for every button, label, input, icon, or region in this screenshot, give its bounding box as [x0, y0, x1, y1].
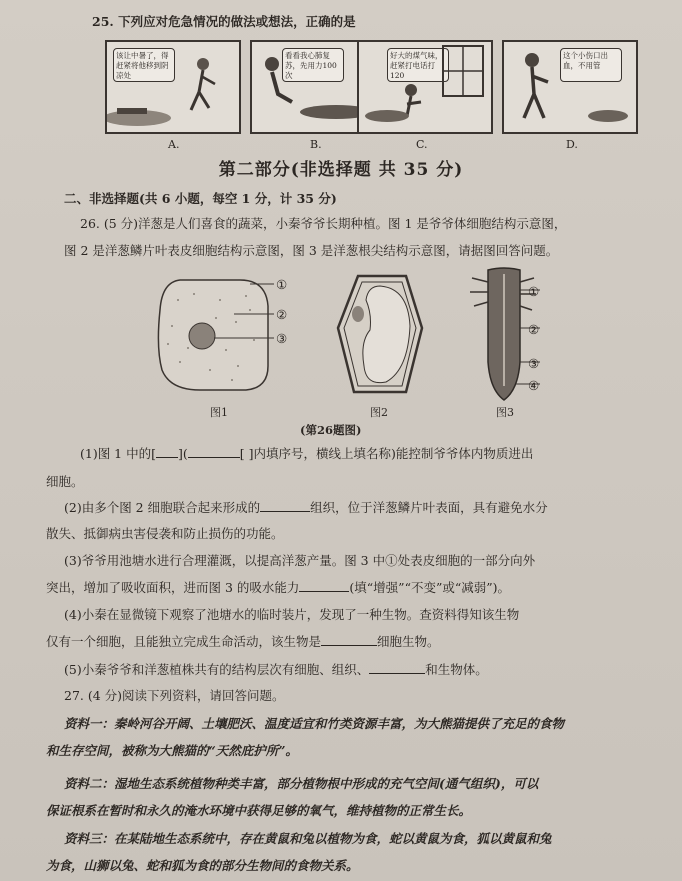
q26-part1-line2: 细胞。: [46, 474, 84, 489]
option-label: D.: [566, 138, 578, 151]
q26-p1-text-a: (1)图 1 中的[: [80, 446, 156, 461]
answer-blank[interactable]: [188, 457, 240, 458]
fig1-marker-3: ③: [276, 331, 288, 346]
q27-stem: 27. (4 分)阅读下列资料，请回答问题。: [64, 688, 285, 703]
q26-p4-text-b: 仅有一个细胞，且能独立完成生命活动，该生物是: [46, 634, 322, 649]
q26-p5-text-b: 和生物体。: [425, 662, 488, 677]
speech-bubble: 看看我心肺复苏，先用力100次: [282, 48, 344, 82]
fig1-marker-2: ②: [276, 307, 288, 322]
q27-material-2-line1: 资料二：湿地生态系统植物种类丰富，部分植物根中形成的充气空间(通气组织)，可以: [64, 776, 539, 791]
fig2-caption: 图2: [370, 406, 388, 419]
q26-part2-line1: [64, 500, 548, 516]
fig3-marker-3: ③: [528, 356, 540, 371]
q27-material-3-line1: 资料三：在某陆地生态系统中，存在黄鼠和兔以植物为食，蛇以黄鼠为食，狐以黄鼠和兔: [64, 831, 552, 846]
q25-option-c-panel: [357, 40, 493, 134]
fig3-marker-4: ④: [528, 378, 540, 393]
q26-part1-line1: [80, 446, 533, 462]
q26-p1-text-c: [ ]内填序号，横线上填名称)能控制爷爷体内物质进出: [239, 446, 534, 461]
q25-stem: 25. 下列应对危急情况的做法或想法，正确的是: [92, 14, 356, 29]
q27-material-1-line2: 和生存空间，被称为大熊猫的“天然庇护所”。: [46, 743, 298, 758]
q26-p3-text-b: 突出，增加了吸收面积，进而图 3 的吸水能力: [46, 580, 300, 595]
option-label: A.: [168, 138, 180, 151]
q26-intro-line1: 26. (5 分)洋葱是人们喜食的蔬菜，小秦爷爷长期种植。图 1 是爷爷体细胞结构示意图，: [80, 216, 567, 231]
answer-blank[interactable]: [299, 591, 349, 592]
q26-p4-text-c: 细胞生物。: [377, 634, 440, 649]
answer-blank[interactable]: [321, 645, 377, 646]
speech-bubble: 好大的煤气味，赶紧打电话打120: [387, 48, 449, 82]
bleeding-illustration: [504, 42, 632, 128]
q27-material-3-line2: 为食，山狮以兔、蛇和狐为食的部分生物间的食物关系。: [46, 858, 359, 873]
q26-part3-line2: [46, 580, 510, 596]
q26-p2-text-b: 组织，位于洋葱鳞片叶表面，具有避免水分: [310, 500, 548, 515]
gas-leak-illustration: [359, 42, 487, 128]
q26-intro-line2: 图 2 是洋葱鳞片叶表皮细胞结构示意图，图 3 是洋葱根尖结构示意图，请据图回答问题。: [64, 243, 559, 258]
q26-p2-text-a: (2)由多个图 2 细胞联合起来形成的: [64, 500, 261, 515]
q26-part5: [64, 662, 488, 678]
q25-option-a-panel: [105, 40, 241, 134]
figure-caption: (第26题图): [300, 423, 362, 437]
q26-part3-line1: (3)爷爷用池塘水进行合理灌溉，以提高洋葱产量。图 3 中①处表皮细胞的一部分向外: [64, 553, 536, 568]
figure-2-plant-cell: [330, 270, 430, 402]
answer-blank[interactable]: [260, 511, 310, 512]
fig1-marker-1: ①: [276, 277, 288, 292]
q26-part2-line2: 散失、抵御病虫害侵袭和防止损伤的功能。: [46, 526, 284, 541]
fig3-caption: 图3: [496, 406, 514, 419]
person-running-illustration: [107, 42, 235, 128]
fig1-caption: 图1: [210, 406, 228, 419]
speech-bubble: 该让中暑了，得赶紧将他移到阴凉处: [113, 48, 175, 82]
option-label: B.: [310, 138, 322, 151]
q25-option-d-panel: [502, 40, 638, 134]
q26-p5-text-a: (5)小秦爷爷和洋葱植株共有的结构层次有细胞、组织、: [64, 662, 370, 677]
q26-part4-line1: (4)小秦在显微镜下观察了池塘水的临时装片，发现了一种生物。查资料得知该生物: [64, 607, 520, 622]
q26-p1-text-b: ](: [177, 446, 188, 461]
fig3-marker-1: ①: [528, 284, 540, 299]
option-label: C.: [416, 138, 428, 151]
section-title: 第二部分(非选择题 共 35 分): [218, 160, 464, 180]
answer-blank[interactable]: [369, 673, 425, 674]
q26-part4-line2: [46, 634, 440, 650]
q26-p3-text-c: (填“增强”“不变”或“减弱”)。: [349, 580, 511, 595]
speech-bubble: 这个小伤口出血，不用管: [560, 48, 622, 82]
fig3-marker-2: ②: [528, 322, 540, 337]
q27-material-2-line2: 保证根系在暂时和永久的淹水环境中获得足够的氧气，维持植物的正常生长。: [46, 803, 472, 818]
section-heading: 二、非选择题(共 6 小题，每空 1 分，计 35 分): [64, 191, 337, 206]
q27-material-1-line1: 资料一：秦岭河谷开阔、土壤肥沃、温度适宜和竹类资源丰富，为大熊猫提供了充足的食物: [64, 716, 565, 731]
answer-blank[interactable]: [156, 457, 178, 458]
